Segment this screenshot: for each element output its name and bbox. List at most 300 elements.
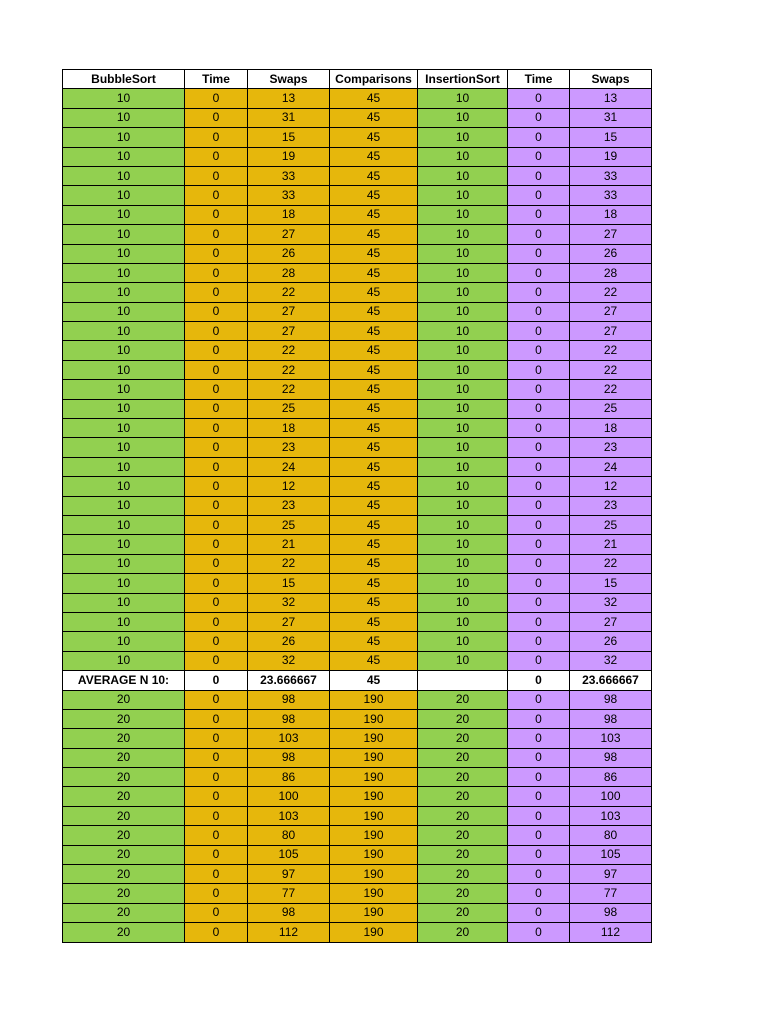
cell-swaps-bubble: 103 — [248, 729, 330, 748]
cell-time-insertion: 0 — [508, 283, 570, 302]
cell-bubblesort-n: 10 — [63, 147, 185, 166]
cell-comparisons: 45 — [330, 341, 418, 360]
cell-swaps-insertion: 98 — [570, 709, 652, 728]
cell-bubblesort-n: 10 — [63, 535, 185, 554]
cell-swaps-bubble: 100 — [248, 787, 330, 806]
cell-swaps-bubble: 27 — [248, 612, 330, 631]
cell-comparisons: 45 — [330, 419, 418, 438]
cell-swaps-bubble: 33 — [248, 166, 330, 185]
cell-bubblesort-n: 10 — [63, 89, 185, 108]
header-time-insertion: Time — [508, 70, 570, 89]
cell-time-bubble: 0 — [185, 477, 248, 496]
cell-time-insertion: 0 — [508, 128, 570, 147]
cell-comparisons: 190 — [330, 826, 418, 845]
cell-insertionsort-n: 10 — [418, 457, 508, 476]
cell-time-insertion: 0 — [508, 438, 570, 457]
cell-insertionsort-n: 20 — [418, 768, 508, 787]
cell-time-bubble: 0 — [185, 593, 248, 612]
cell-time-insertion: 0 — [508, 768, 570, 787]
cell-time-bubble: 0 — [185, 205, 248, 224]
table-row — [63, 884, 652, 903]
cell-insertionsort-n: 10 — [418, 535, 508, 554]
cell-swaps-insertion: 105 — [570, 845, 652, 864]
cell-bubblesort-n: 10 — [63, 574, 185, 593]
cell-time-insertion: 0 — [508, 225, 570, 244]
table-row — [63, 903, 652, 922]
cell-swaps-bubble: 12 — [248, 477, 330, 496]
cell-time-bubble: 0 — [185, 244, 248, 263]
average-row — [63, 671, 652, 690]
cell-bubblesort-n: 10 — [63, 612, 185, 631]
cell-swaps-bubble: 27 — [248, 322, 330, 341]
cell-insertionsort-n: 10 — [418, 477, 508, 496]
cell-comparisons: 45 — [330, 438, 418, 457]
cell-insertionsort-n: 10 — [418, 186, 508, 205]
table-row — [63, 748, 652, 767]
cell-insertionsort-n: 10 — [418, 89, 508, 108]
cell-time-bubble: 0 — [185, 147, 248, 166]
cell-swaps-bubble: 28 — [248, 263, 330, 282]
cell-swaps-insertion: 103 — [570, 729, 652, 748]
average-comparisons: 45 — [330, 671, 418, 690]
cell-time-bubble: 0 — [185, 89, 248, 108]
cell-insertionsort-n: 10 — [418, 651, 508, 670]
cell-bubblesort-n: 10 — [63, 457, 185, 476]
cell-comparisons: 45 — [330, 574, 418, 593]
cell-insertionsort-n: 10 — [418, 419, 508, 438]
cell-insertionsort-n: 20 — [418, 787, 508, 806]
cell-time-insertion: 0 — [508, 457, 570, 476]
header-swaps-insertion: Swaps — [570, 70, 652, 89]
cell-time-insertion: 0 — [508, 302, 570, 321]
cell-time-insertion: 0 — [508, 554, 570, 573]
cell-swaps-insertion: 25 — [570, 515, 652, 534]
cell-time-bubble: 0 — [185, 399, 248, 418]
cell-insertionsort-n: 10 — [418, 244, 508, 263]
cell-time-insertion: 0 — [508, 806, 570, 825]
cell-insertionsort-n: 10 — [418, 632, 508, 651]
cell-time-insertion: 0 — [508, 845, 570, 864]
header-bubblesort: BubbleSort — [63, 70, 185, 89]
cell-bubblesort-n: 10 — [63, 651, 185, 670]
cell-insertionsort-n: 10 — [418, 360, 508, 379]
cell-time-insertion: 0 — [508, 787, 570, 806]
average-time-bubble: 0 — [185, 671, 248, 690]
cell-bubblesort-n: 20 — [63, 709, 185, 728]
cell-comparisons: 190 — [330, 903, 418, 922]
cell-comparisons: 45 — [330, 322, 418, 341]
cell-insertionsort-n: 20 — [418, 884, 508, 903]
cell-time-bubble: 0 — [185, 302, 248, 321]
cell-insertionsort-n: 20 — [418, 806, 508, 825]
cell-swaps-insertion: 22 — [570, 380, 652, 399]
cell-swaps-insertion: 22 — [570, 283, 652, 302]
cell-comparisons: 45 — [330, 302, 418, 321]
cell-time-bubble: 0 — [185, 612, 248, 631]
table-row — [63, 399, 652, 418]
cell-swaps-bubble: 18 — [248, 419, 330, 438]
cell-swaps-insertion: 112 — [570, 923, 652, 942]
cell-insertionsort-n: 20 — [418, 709, 508, 728]
cell-swaps-insertion: 33 — [570, 186, 652, 205]
cell-swaps-insertion: 26 — [570, 632, 652, 651]
cell-swaps-bubble: 27 — [248, 225, 330, 244]
cell-swaps-bubble: 105 — [248, 845, 330, 864]
table-row — [63, 593, 652, 612]
cell-comparisons: 45 — [330, 205, 418, 224]
cell-swaps-insertion: 97 — [570, 865, 652, 884]
table-row — [63, 322, 652, 341]
table-body — [63, 89, 652, 942]
cell-insertionsort-n: 10 — [418, 108, 508, 127]
cell-bubblesort-n: 20 — [63, 748, 185, 767]
cell-swaps-insertion: 27 — [570, 612, 652, 631]
cell-time-insertion: 0 — [508, 108, 570, 127]
cell-time-bubble: 0 — [185, 360, 248, 379]
cell-swaps-insertion: 32 — [570, 593, 652, 612]
cell-time-insertion: 0 — [508, 709, 570, 728]
cell-time-bubble: 0 — [185, 690, 248, 709]
cell-swaps-bubble: 27 — [248, 302, 330, 321]
cell-comparisons: 190 — [330, 884, 418, 903]
cell-insertionsort-n: 10 — [418, 205, 508, 224]
cell-swaps-bubble: 15 — [248, 128, 330, 147]
cell-bubblesort-n: 10 — [63, 166, 185, 185]
cell-time-bubble: 0 — [185, 166, 248, 185]
table-row — [63, 768, 652, 787]
cell-time-insertion: 0 — [508, 166, 570, 185]
cell-time-bubble: 0 — [185, 787, 248, 806]
cell-comparisons: 45 — [330, 186, 418, 205]
cell-insertionsort-n: 20 — [418, 865, 508, 884]
table-row — [63, 923, 652, 942]
cell-time-bubble: 0 — [185, 496, 248, 515]
cell-comparisons: 45 — [330, 128, 418, 147]
table-row — [63, 360, 652, 379]
cell-comparisons: 45 — [330, 496, 418, 515]
cell-insertionsort-n: 20 — [418, 845, 508, 864]
cell-time-bubble: 0 — [185, 729, 248, 748]
cell-swaps-insertion: 19 — [570, 147, 652, 166]
cell-swaps-bubble: 98 — [248, 690, 330, 709]
table-row — [63, 380, 652, 399]
cell-time-bubble: 0 — [185, 826, 248, 845]
cell-swaps-insertion: 98 — [570, 748, 652, 767]
header-insertionsort: InsertionSort — [418, 70, 508, 89]
cell-swaps-insertion: 15 — [570, 574, 652, 593]
table-row — [63, 108, 652, 127]
cell-insertionsort-n: 10 — [418, 593, 508, 612]
cell-comparisons: 190 — [330, 787, 418, 806]
cell-time-bubble: 0 — [185, 806, 248, 825]
table-row — [63, 826, 652, 845]
cell-bubblesort-n: 10 — [63, 341, 185, 360]
cell-time-insertion: 0 — [508, 826, 570, 845]
cell-bubblesort-n: 20 — [63, 884, 185, 903]
cell-comparisons: 45 — [330, 535, 418, 554]
cell-bubblesort-n: 10 — [63, 302, 185, 321]
cell-time-insertion: 0 — [508, 651, 570, 670]
cell-time-insertion: 0 — [508, 632, 570, 651]
cell-insertionsort-n: 10 — [418, 263, 508, 282]
cell-bubblesort-n: 10 — [63, 225, 185, 244]
table-row — [63, 496, 652, 515]
cell-bubblesort-n: 10 — [63, 419, 185, 438]
average-label: AVERAGE N 10: — [63, 671, 185, 690]
cell-time-bubble: 0 — [185, 341, 248, 360]
cell-comparisons: 45 — [330, 477, 418, 496]
cell-time-bubble: 0 — [185, 128, 248, 147]
cell-time-bubble: 0 — [185, 263, 248, 282]
cell-bubblesort-n: 10 — [63, 380, 185, 399]
cell-time-bubble: 0 — [185, 709, 248, 728]
cell-swaps-insertion: 86 — [570, 768, 652, 787]
cell-time-insertion: 0 — [508, 477, 570, 496]
cell-bubblesort-n: 10 — [63, 632, 185, 651]
cell-insertionsort-n: 20 — [418, 690, 508, 709]
cell-comparisons: 45 — [330, 147, 418, 166]
average-insertionsort-n — [418, 671, 508, 690]
cell-insertionsort-n: 20 — [418, 729, 508, 748]
cell-time-bubble: 0 — [185, 225, 248, 244]
cell-comparisons: 190 — [330, 709, 418, 728]
cell-comparisons: 45 — [330, 399, 418, 418]
cell-comparisons: 190 — [330, 845, 418, 864]
cell-comparisons: 190 — [330, 729, 418, 748]
cell-swaps-insertion: 24 — [570, 457, 652, 476]
cell-swaps-bubble: 25 — [248, 515, 330, 534]
cell-comparisons: 45 — [330, 651, 418, 670]
cell-time-insertion: 0 — [508, 205, 570, 224]
cell-swaps-insertion: 33 — [570, 166, 652, 185]
cell-comparisons: 190 — [330, 806, 418, 825]
cell-bubblesort-n: 10 — [63, 554, 185, 573]
average-swaps-insertion: 23.666667 — [570, 671, 652, 690]
cell-swaps-bubble: 32 — [248, 593, 330, 612]
cell-bubblesort-n: 20 — [63, 787, 185, 806]
cell-swaps-bubble: 77 — [248, 884, 330, 903]
cell-swaps-insertion: 22 — [570, 341, 652, 360]
cell-time-insertion: 0 — [508, 574, 570, 593]
table-row — [63, 166, 652, 185]
table-row — [63, 574, 652, 593]
header-swaps-bubble: Swaps — [248, 70, 330, 89]
cell-swaps-bubble: 21 — [248, 535, 330, 554]
cell-time-insertion: 0 — [508, 515, 570, 534]
cell-time-insertion: 0 — [508, 89, 570, 108]
cell-time-bubble: 0 — [185, 108, 248, 127]
cell-swaps-bubble: 86 — [248, 768, 330, 787]
cell-swaps-bubble: 26 — [248, 632, 330, 651]
cell-bubblesort-n: 20 — [63, 806, 185, 825]
table-row — [63, 612, 652, 631]
table-row — [63, 419, 652, 438]
cell-bubblesort-n: 10 — [63, 283, 185, 302]
cell-swaps-bubble: 103 — [248, 806, 330, 825]
cell-insertionsort-n: 10 — [418, 147, 508, 166]
cell-swaps-bubble: 25 — [248, 399, 330, 418]
table-row — [63, 787, 652, 806]
cell-swaps-bubble: 33 — [248, 186, 330, 205]
cell-swaps-insertion: 100 — [570, 787, 652, 806]
cell-swaps-insertion: 18 — [570, 205, 652, 224]
cell-swaps-insertion: 23 — [570, 438, 652, 457]
cell-swaps-bubble: 98 — [248, 709, 330, 728]
cell-swaps-bubble: 15 — [248, 574, 330, 593]
table-row — [63, 690, 652, 709]
table-row — [63, 225, 652, 244]
table-row — [63, 865, 652, 884]
cell-time-insertion: 0 — [508, 399, 570, 418]
cell-comparisons: 190 — [330, 768, 418, 787]
cell-time-insertion: 0 — [508, 690, 570, 709]
cell-time-insertion: 0 — [508, 186, 570, 205]
cell-bubblesort-n: 20 — [63, 903, 185, 922]
cell-bubblesort-n: 10 — [63, 108, 185, 127]
table-row — [63, 709, 652, 728]
table-row — [63, 457, 652, 476]
cell-time-bubble: 0 — [185, 322, 248, 341]
cell-time-bubble: 0 — [185, 283, 248, 302]
cell-insertionsort-n: 20 — [418, 826, 508, 845]
cell-bubblesort-n: 10 — [63, 322, 185, 341]
header-comparisons: Comparisons — [330, 70, 418, 89]
cell-swaps-bubble: 22 — [248, 341, 330, 360]
cell-swaps-insertion: 32 — [570, 651, 652, 670]
cell-swaps-insertion: 26 — [570, 244, 652, 263]
cell-swaps-insertion: 21 — [570, 535, 652, 554]
header-time-bubble: Time — [185, 70, 248, 89]
cell-insertionsort-n: 10 — [418, 380, 508, 399]
cell-time-insertion: 0 — [508, 360, 570, 379]
cell-bubblesort-n: 10 — [63, 399, 185, 418]
cell-swaps-bubble: 23 — [248, 496, 330, 515]
cell-bubblesort-n: 10 — [63, 128, 185, 147]
cell-insertionsort-n: 10 — [418, 496, 508, 515]
cell-insertionsort-n: 10 — [418, 438, 508, 457]
cell-time-insertion: 0 — [508, 380, 570, 399]
cell-comparisons: 45 — [330, 108, 418, 127]
cell-time-insertion: 0 — [508, 748, 570, 767]
cell-comparisons: 45 — [330, 225, 418, 244]
cell-insertionsort-n: 10 — [418, 322, 508, 341]
cell-swaps-insertion: 80 — [570, 826, 652, 845]
cell-bubblesort-n: 10 — [63, 244, 185, 263]
table-row — [63, 186, 652, 205]
cell-bubblesort-n: 10 — [63, 186, 185, 205]
cell-insertionsort-n: 10 — [418, 302, 508, 321]
cell-time-bubble: 0 — [185, 903, 248, 922]
table-row — [63, 205, 652, 224]
cell-insertionsort-n: 10 — [418, 166, 508, 185]
cell-insertionsort-n: 20 — [418, 748, 508, 767]
cell-swaps-insertion: 28 — [570, 263, 652, 282]
cell-comparisons: 190 — [330, 923, 418, 942]
cell-swaps-insertion: 23 — [570, 496, 652, 515]
cell-swaps-bubble: 98 — [248, 903, 330, 922]
cell-insertionsort-n: 10 — [418, 128, 508, 147]
cell-time-insertion: 0 — [508, 419, 570, 438]
cell-bubblesort-n: 20 — [63, 923, 185, 942]
cell-time-insertion: 0 — [508, 884, 570, 903]
cell-swaps-bubble: 24 — [248, 457, 330, 476]
cell-swaps-bubble: 22 — [248, 554, 330, 573]
cell-bubblesort-n: 10 — [63, 360, 185, 379]
cell-bubblesort-n: 10 — [63, 205, 185, 224]
cell-swaps-bubble: 32 — [248, 651, 330, 670]
cell-swaps-bubble: 98 — [248, 748, 330, 767]
cell-comparisons: 45 — [330, 554, 418, 573]
cell-time-insertion: 0 — [508, 496, 570, 515]
cell-time-insertion: 0 — [508, 923, 570, 942]
cell-swaps-insertion: 25 — [570, 399, 652, 418]
cell-swaps-bubble: 26 — [248, 244, 330, 263]
table-row — [63, 283, 652, 302]
cell-swaps-insertion: 98 — [570, 903, 652, 922]
cell-time-bubble: 0 — [185, 651, 248, 670]
table-row — [63, 438, 652, 457]
cell-swaps-bubble: 22 — [248, 380, 330, 399]
cell-time-insertion: 0 — [508, 263, 570, 282]
cell-time-bubble: 0 — [185, 845, 248, 864]
cell-comparisons: 45 — [330, 632, 418, 651]
cell-swaps-bubble: 112 — [248, 923, 330, 942]
cell-time-bubble: 0 — [185, 923, 248, 942]
cell-time-insertion: 0 — [508, 903, 570, 922]
table-row — [63, 128, 652, 147]
cell-comparisons: 45 — [330, 593, 418, 612]
table-row — [63, 729, 652, 748]
cell-insertionsort-n: 20 — [418, 903, 508, 922]
cell-bubblesort-n: 10 — [63, 477, 185, 496]
cell-insertionsort-n: 10 — [418, 515, 508, 534]
cell-comparisons: 45 — [330, 457, 418, 476]
cell-swaps-bubble: 19 — [248, 147, 330, 166]
cell-swaps-insertion: 18 — [570, 419, 652, 438]
cell-time-insertion: 0 — [508, 612, 570, 631]
cell-insertionsort-n: 20 — [418, 923, 508, 942]
cell-time-bubble: 0 — [185, 438, 248, 457]
cell-time-insertion: 0 — [508, 244, 570, 263]
average-swaps-bubble: 23.666667 — [248, 671, 330, 690]
cell-swaps-insertion: 31 — [570, 108, 652, 127]
cell-insertionsort-n: 10 — [418, 399, 508, 418]
cell-time-bubble: 0 — [185, 554, 248, 573]
cell-swaps-insertion: 22 — [570, 360, 652, 379]
table-row — [63, 845, 652, 864]
cell-time-bubble: 0 — [185, 380, 248, 399]
cell-swaps-bubble: 13 — [248, 89, 330, 108]
cell-insertionsort-n: 10 — [418, 225, 508, 244]
cell-time-bubble: 0 — [185, 419, 248, 438]
cell-swaps-bubble: 23 — [248, 438, 330, 457]
cell-swaps-insertion: 77 — [570, 884, 652, 903]
cell-comparisons: 45 — [330, 263, 418, 282]
table-row — [63, 341, 652, 360]
cell-time-insertion: 0 — [508, 593, 570, 612]
cell-swaps-bubble: 31 — [248, 108, 330, 127]
table-row — [63, 651, 652, 670]
header-row — [63, 70, 652, 89]
cell-swaps-bubble: 80 — [248, 826, 330, 845]
cell-bubblesort-n: 20 — [63, 826, 185, 845]
cell-comparisons: 45 — [330, 283, 418, 302]
cell-bubblesort-n: 20 — [63, 768, 185, 787]
cell-swaps-bubble: 22 — [248, 283, 330, 302]
cell-swaps-insertion: 13 — [570, 89, 652, 108]
cell-comparisons: 190 — [330, 690, 418, 709]
cell-time-insertion: 0 — [508, 865, 570, 884]
